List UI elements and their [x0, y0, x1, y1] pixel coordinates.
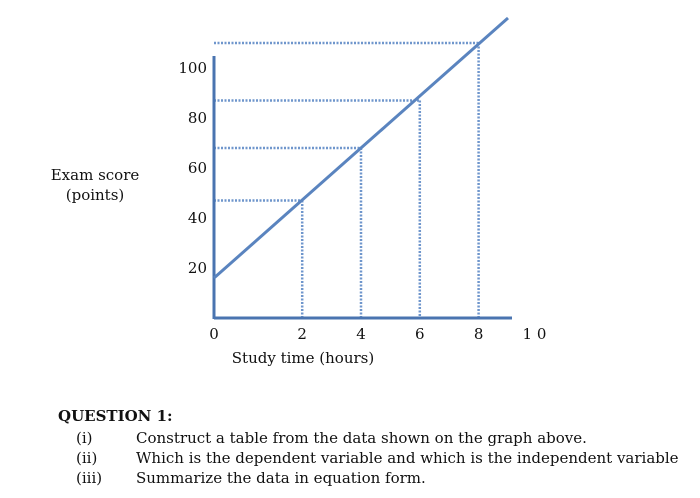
- x-tick-labels: [209, 325, 546, 343]
- y-tick-label: 60: [187, 159, 207, 177]
- reference-guides: [214, 43, 479, 318]
- y-tick-label: 80: [187, 109, 207, 127]
- question-item: [58, 468, 679, 488]
- y-tick-label: 100: [178, 59, 207, 77]
- x-tick-label: 0: [209, 325, 219, 343]
- x-axis-label: Study time (hours): [231, 349, 375, 367]
- x-tick-label: 6: [415, 325, 425, 343]
- question-item-number: (ii): [76, 449, 98, 467]
- question-item-text: Summarize the data in equation form.: [136, 469, 426, 487]
- x-tick-label: 4: [356, 325, 366, 343]
- question-block: [58, 406, 679, 488]
- question-title: QUESTION 1:: [58, 407, 173, 425]
- question-item-text: Which is the dependent variable and which is the independent variable: [136, 449, 679, 467]
- question-item-text: Construct a table from the data shown on the graph above.: [136, 429, 587, 447]
- y-tick-label: 20: [187, 259, 207, 277]
- x-tick-label: 8: [473, 325, 484, 343]
- question-item-number: (iii): [76, 469, 103, 487]
- y-axis-label: [40, 165, 150, 205]
- question-item: [58, 448, 679, 468]
- y-axis-label-line2: (points): [65, 186, 125, 204]
- y-tick-labels: [178, 59, 207, 277]
- question-item: [58, 428, 679, 448]
- x-tick-label: 2: [297, 325, 307, 343]
- question-item-number: (i): [76, 429, 93, 447]
- x-tick-label: 1 0: [522, 325, 547, 343]
- y-axis-label-line1: Exam score: [50, 166, 140, 184]
- y-tick-label: 40: [187, 209, 207, 227]
